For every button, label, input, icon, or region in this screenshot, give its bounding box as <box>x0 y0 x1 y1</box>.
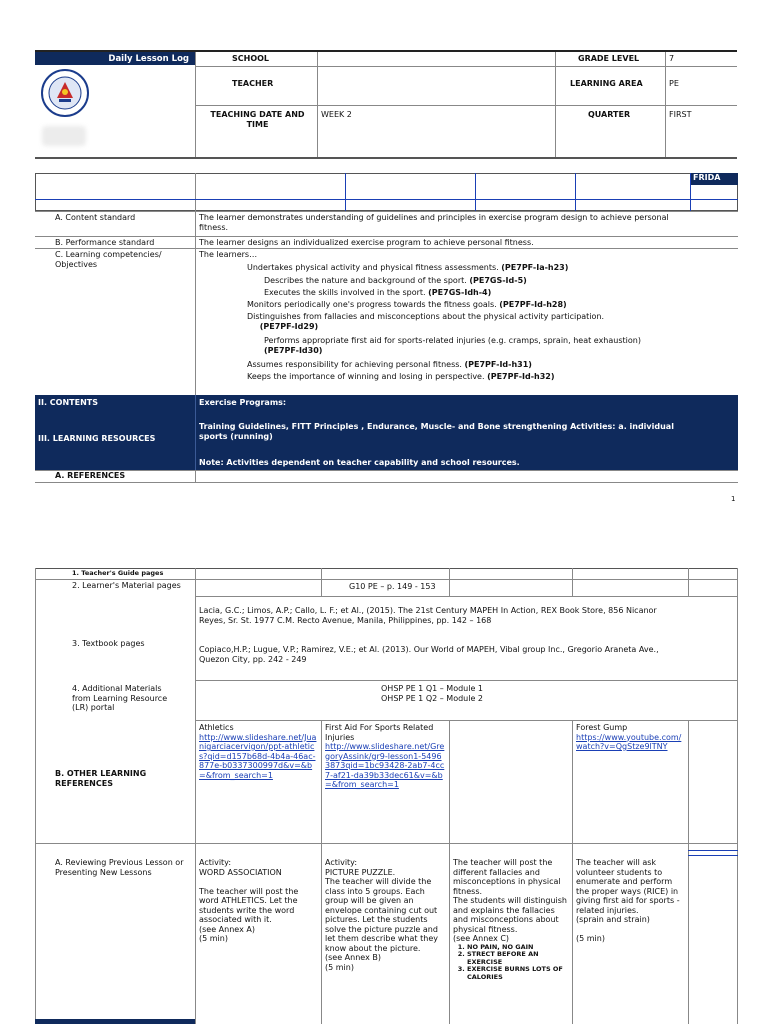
forest-reference <box>576 723 684 752</box>
content-standard-text: The learner demonstrates understanding of guidelines and principles in exercise program design to achieve personal fitness. <box>199 213 669 232</box>
area-label: LEARNING AREA <box>570 79 643 88</box>
page-number: 1 <box>731 495 736 503</box>
training-guidelines: Training Guidelines, FITT Principles , Endurance, Muscle- and Bone strengthening Activities: a. individual sports (running) <box>199 422 674 441</box>
blurred-logo <box>42 126 86 146</box>
references-label: A. REFERENCES <box>55 471 126 480</box>
athletics-link[interactable]: http://www.slideshare.net/Juanigarciacervigon/ppt-athletics?qid=d157b68d-4b4a-46ac-877e-b0337300997d&v=&b=&from_search=1 <box>199 732 317 780</box>
firstaid-link[interactable]: http://www.slideshare.net/GregoryAssink/gr9-lesson1-54963873qid=1bc93428-2ab7-4cc7-af21-da39b33dec61&v=&b=&from_search=1 <box>325 742 445 789</box>
learning-resources-label: III. LEARNING RESOURCES <box>38 434 156 443</box>
performance-standard-label: B. Performance standard <box>55 238 155 247</box>
activity-picture-puzzle: Activity: PICTURE PUZZLE. The teacher will divide the class into 5 groups. Each group will be given an envelope containing cut out pictures. Let the students solve the picture puzzle and let them describe what they know about the picture. (see Annex B) (5 min) <box>325 858 438 972</box>
teacher-label: TEACHER <box>232 79 274 88</box>
date-value: WEEK 2 <box>321 110 352 119</box>
athletics-title: Athletics <box>199 723 234 732</box>
fallacy-item: 3. EXERCISE BURNS LOTS OF CALORIES <box>467 966 569 981</box>
grade-label: GRADE LEVEL <box>578 54 640 63</box>
competency-1: Undertakes physical activity and physical fitness assessments. (PE7PF-Ia-h23) <box>247 263 569 272</box>
school-label: SCHOOL <box>232 54 270 63</box>
other-references-label: B. OTHER LEARNING REFERENCES <box>55 769 147 788</box>
content-standard-label: A. Content standard <box>55 213 136 222</box>
quarter-label: QUARTER <box>588 110 631 119</box>
contents-label: II. CONTENTS <box>38 398 98 407</box>
activity-word-association: Activity: WORD ASSOCIATION The teacher will post the word ATHLETICS. Let the students write the word associated with it. (see Annex A) (5 min) <box>199 858 299 943</box>
rice-activity: The teacher will ask volunteer students to enumerate and perform the proper ways (RICE) in giving first aid for sports - related injuries. (sprain and strain) (5 min) <box>576 858 680 943</box>
fallacy-item: 1. NO PAIN, NO GAIN <box>467 944 569 952</box>
competency-4: Monitors periodically one's progress towards the fitness goals. (PE7PF-Id-h28) <box>247 300 567 309</box>
forest-title: Forest Gump <box>576 723 628 732</box>
forest-link[interactable]: https://www.youtube.com/watch?v=QgStze9lTNY <box>576 732 682 751</box>
competency-7: Assumes responsibility for achieving personal fitness. (PE7PF-Id-h31) <box>247 360 532 369</box>
competency-3: Executes the skills involved in the sport. (PE7GS-Idh-4) <box>264 288 492 297</box>
reference-lacia: Lacia, G.C.; Limos, A.P.; Callo, L. F.; et Al., (2015). The 21st Century MAPEH In Action, REX Book Store, 856 Nicanor Reyes, Sr. St. 1977 C.M. Recto Avenue, Manila, Philippines, pp. 142 – 168 <box>199 606 657 625</box>
learners-material-value: G10 PE – p. 149 - 153 <box>349 582 436 591</box>
competency-5: Distinguishes from fallacies and misconceptions about the physical activity participation. (PE7PF-Id29) <box>247 312 605 331</box>
grade-value: 7 <box>669 54 675 63</box>
deped-seal-icon <box>40 68 90 118</box>
friday-header <box>691 173 738 185</box>
competencies-label: C. Learning competencies/ Objectives <box>55 250 162 269</box>
teachers-guide-label: 1. Teacher's Guide pages <box>72 569 164 577</box>
performance-standard-text: The learner designs an individualized exercise program to achieve personal fitness. <box>199 238 534 247</box>
friday-label: FRIDA <box>693 173 721 182</box>
firstaid-title: First Aid For Sports Related Injuries <box>325 723 434 742</box>
fallacies-activity: The teacher will post the different fallacies and misconceptions in physical fitness. The students will distinguish and explains the fallacies and misconceptions about physical fitness. (see Annex C) 1. NO PAIN, NO GAIN 2. STRECT BEFORE AN EXERCISE 3. EXERCISE BURNS LOTS OF CALORIES <box>453 858 569 981</box>
athletics-reference <box>199 723 317 780</box>
review-lesson-label: A. Reviewing Previous Lesson or Presenting New Lessons <box>55 858 184 877</box>
module-1: OHSP PE 1 Q1 – Module 1 <box>381 684 484 693</box>
textbook-label: 3. Textbook pages <box>72 639 145 648</box>
competencies-intro: The learners… <box>199 250 258 259</box>
firstaid-reference <box>325 723 445 790</box>
competency-2: Describes the nature and background of the sport. (PE7GS-Id-5) <box>264 276 527 285</box>
quarter-value: FIRST <box>669 110 692 119</box>
exercise-programs: Exercise Programs: <box>199 398 287 407</box>
competency-8: Keeps the importance of winning and losing in perspective. (PE7PF-Id-h32) <box>247 372 555 381</box>
area-value: PE <box>669 79 679 88</box>
date-label: TEACHING DATE AND TIME <box>210 110 305 129</box>
learners-material-label: 2. Learner's Material pages <box>72 581 181 590</box>
contents-note: Note: Activities dependent on teacher capability and school resources. <box>199 458 520 467</box>
fallacies-list <box>453 944 569 982</box>
module-2: OHSP PE 1 Q2 – Module 2 <box>381 694 484 703</box>
doc-title: Daily Lesson Log <box>108 54 189 64</box>
reference-copiaco: Copiaco,H.P.; Lugue, V.P.; Ramirez, V.E.; et Al. (2013). Our World of MAPEH, Vibal group Inc., Gregorio Araneta Ave., Quezon City, pp. 242 - 249 <box>199 645 659 664</box>
fallacy-item: 2. STRECT BEFORE AN EXERCISE <box>467 951 569 966</box>
competency-6: Performs appropriate first aid for sports-related injuries (e.g. cramps, sprain, heat exhaustion) (PE7PF-Id30) <box>264 336 641 355</box>
additional-materials-label: 4. Additional Materials from Learning Resource (LR) portal <box>72 684 168 712</box>
days-row <box>35 173 738 211</box>
